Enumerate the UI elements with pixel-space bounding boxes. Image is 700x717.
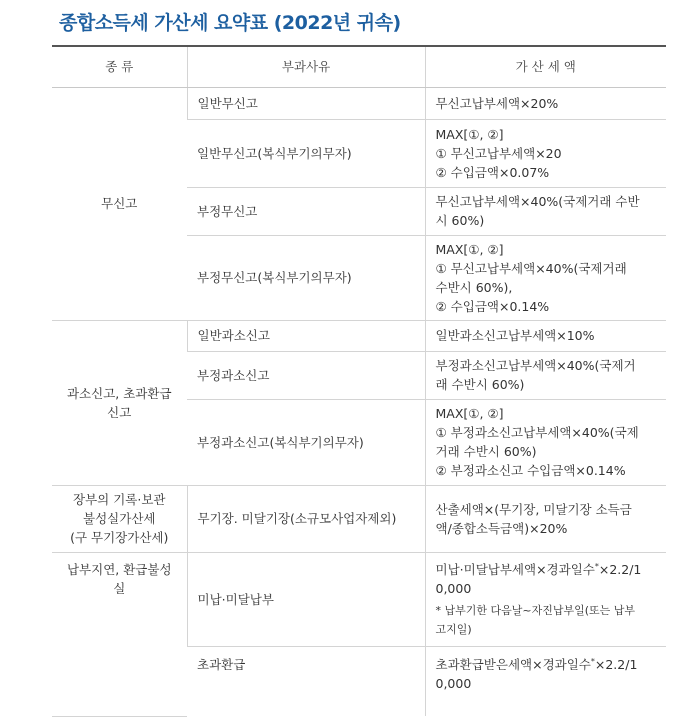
penalty-line: 0,000	[435, 580, 472, 596]
penalty-line: ① 무신고납부세액×20	[435, 145, 562, 161]
penalty-line: MAX[①, ②]	[435, 241, 504, 257]
table-row	[52, 87, 666, 119]
category-cell	[52, 320, 187, 485]
penalty-cell: 무신고납부세액×20%	[425, 87, 666, 119]
penalty-text: 초과환급받은세액×경과일수	[435, 656, 591, 672]
penalty-line: ② 수입금액×0.14%	[435, 298, 550, 314]
table-header-row	[52, 46, 666, 87]
penalty-line: ① 무신고납부세액×40%(국제거래	[435, 260, 627, 276]
penalty-cell	[425, 351, 666, 399]
category-line: 과소신고, 초과환급	[66, 385, 172, 401]
reason-cell: 무기장. 미달기장(소규모사업자제외)	[187, 485, 425, 552]
category-cell	[52, 485, 187, 552]
category-line: (구 무기장가산세)	[70, 530, 169, 545]
penalty-text: ×2.2/1	[594, 656, 638, 672]
penalty-cell	[425, 187, 666, 235]
penalty-cell	[425, 235, 666, 320]
penalty-line: 시 60%)	[435, 213, 485, 228]
penalty-line	[436, 655, 659, 674]
reason-cell: 초과환급	[197, 656, 246, 672]
penalty-cell: 일반과소신고납부세액×10%	[425, 320, 666, 351]
penalty-cell	[425, 552, 666, 646]
penalty-line: MAX[①, ②]	[435, 126, 504, 142]
reason-cell: 부정과소신고	[187, 351, 425, 399]
reason-cell: 부정무신고(복식부기의무자)	[187, 235, 425, 320]
header-reason: 부과사유	[187, 46, 425, 87]
category-cell: 무신고	[52, 87, 187, 320]
category-line: 신고	[107, 404, 132, 420]
penalty-line: ① 부정과소신고납부세액×40%(국제	[435, 425, 639, 440]
category-line: 실	[113, 580, 126, 596]
penalty-line: 부정과소신고납부세액×40%(국제거	[435, 358, 636, 373]
penalty-cell	[425, 119, 666, 187]
table-row	[52, 552, 666, 646]
penalty-text: ×2.2/1	[598, 561, 642, 577]
reason-cell: 미납·미달납부	[187, 552, 425, 646]
footnote-mark: *	[590, 656, 595, 666]
penalty-line: 수반시 60%),	[435, 279, 513, 295]
category-line: 불성실가산세	[83, 511, 156, 526]
penalty-cell	[425, 399, 666, 485]
reason-cell: 일반무신고(복식부기의무자)	[187, 119, 425, 187]
penalty-cell	[425, 485, 666, 552]
header-penalty: 가 산 세 액	[425, 46, 666, 87]
table-row	[52, 485, 666, 552]
page-title: 종합소득세 가산세 요약표 (2022년 귀속)	[59, 12, 401, 34]
penalty-line: 0,000	[435, 675, 472, 691]
penalty-line: ② 수입금액×0.07%	[435, 164, 550, 180]
category-line: 장부의 기록·보관	[73, 492, 166, 507]
footnote-mark: *	[594, 561, 599, 571]
penalty-text: 미납·미달납부세액×경과일수	[435, 561, 595, 577]
penalty-line: 액/종합소득금액)×20%	[435, 520, 568, 536]
footnote	[436, 601, 659, 639]
penalty-line: 래 수반시 60%)	[435, 377, 525, 392]
header-category: 종 류	[52, 46, 187, 87]
category-cell	[52, 552, 187, 716]
table-row	[52, 320, 666, 351]
penalty-summary-table	[52, 45, 666, 717]
footnote-line: 고지일)	[435, 622, 472, 636]
penalty-line: 무신고납부세액×40%(국제거래 수반	[435, 194, 640, 209]
penalty-line: 산출세액×(무기장, 미달기장 소득금	[435, 501, 632, 517]
footnote-line: * 납부기한 다음날~자진납부일(또는 납부	[435, 603, 636, 617]
penalty-line: ② 부정과소신고 수입금액×0.14%	[435, 463, 626, 478]
reason-cell: 부정과소신고(복식부기의무자)	[187, 399, 425, 485]
penalty-line: MAX[①, ②]	[435, 406, 504, 421]
category-line: 납부지연, 환급불성	[66, 561, 172, 577]
penalty-line: 거래 수반시 60%)	[435, 444, 537, 459]
reason-cell: 일반과소신고	[187, 320, 425, 351]
reason-cell: 부정무신고	[187, 187, 425, 235]
reason-cell: 일반무신고	[187, 87, 425, 119]
penalty-line	[436, 560, 659, 579]
penalty-cell	[425, 646, 666, 716]
